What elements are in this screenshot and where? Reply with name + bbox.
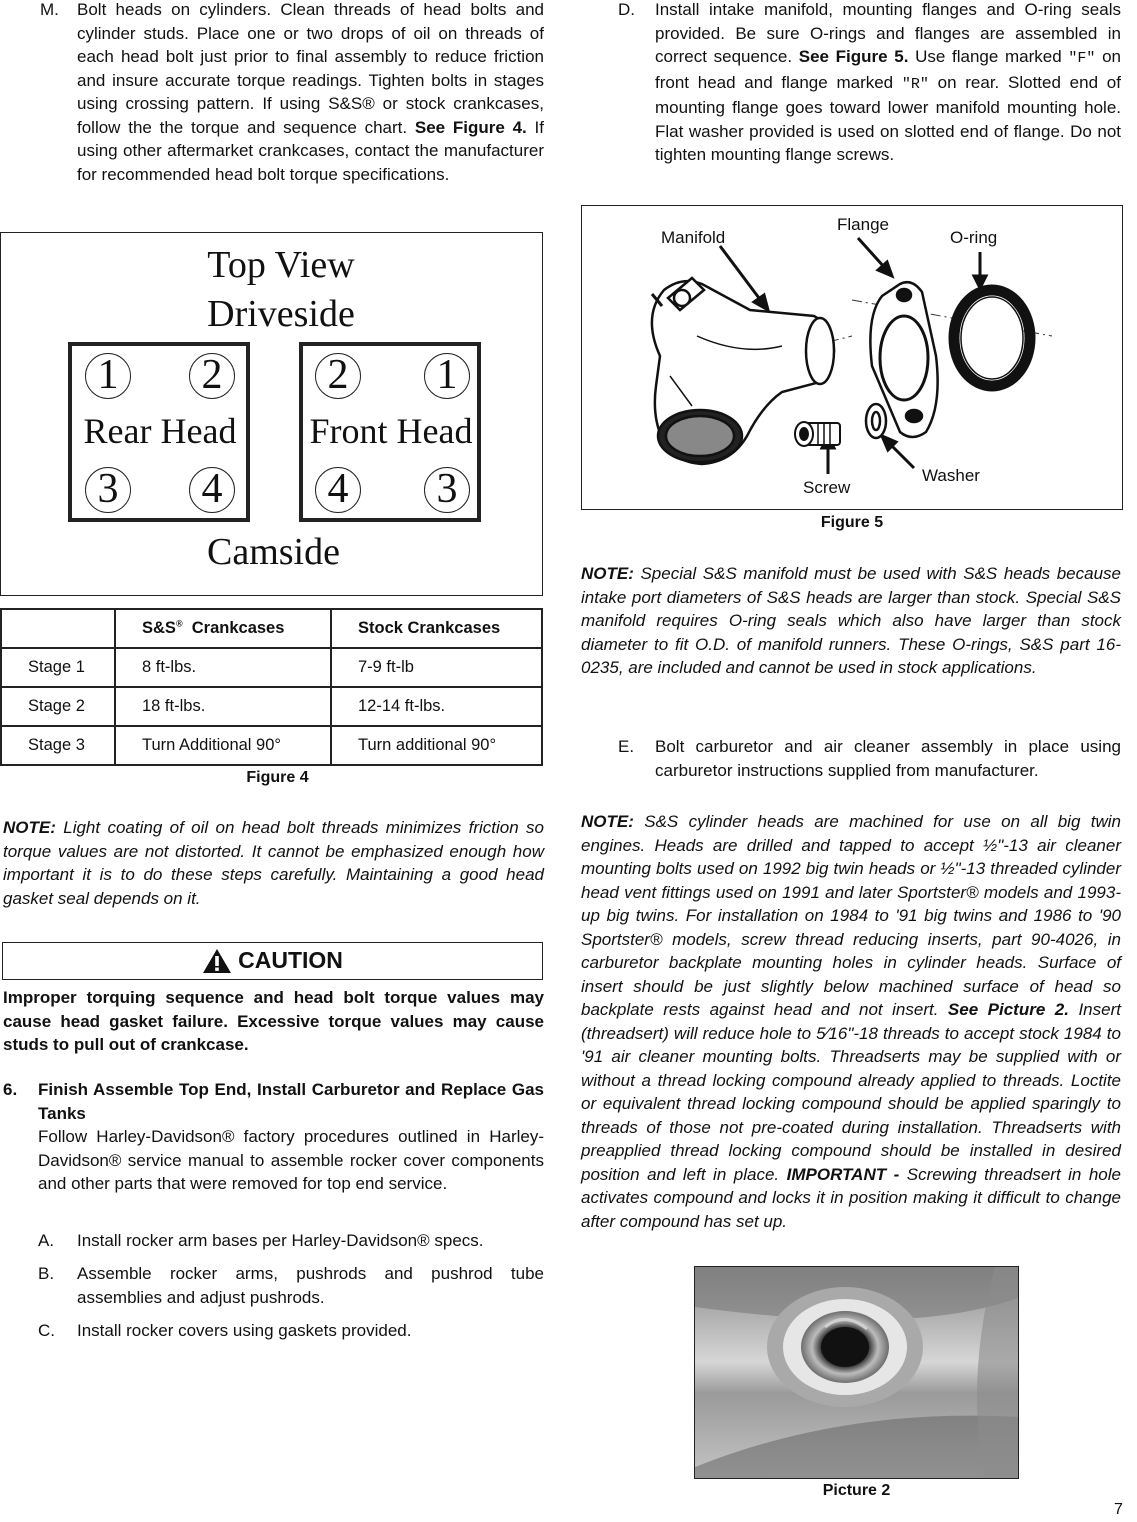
front-head-label: Front Head	[309, 411, 473, 451]
note-threadsert	[581, 810, 1121, 1233]
table-cell: Stage 2	[1, 687, 115, 726]
rear-head-label: Rear Head	[83, 411, 237, 451]
threadsert-photo-illustration	[695, 1267, 1019, 1479]
step-d-letter: D.	[618, 0, 635, 19]
list-item-letter: B.	[38, 1264, 55, 1283]
rear-bolt-4: 4	[189, 467, 235, 513]
table-cell: 12-14 ft-lbs.	[331, 687, 542, 726]
washer-label: Washer	[922, 466, 980, 485]
caution-banner	[2, 942, 543, 980]
figure-5-diagram	[581, 205, 1123, 510]
table-header-cell: S&S® Crankcases	[115, 609, 331, 648]
flange-code-r: "R"	[901, 75, 929, 93]
picture-2-photo	[694, 1266, 1019, 1479]
screw-label: Screw	[803, 478, 851, 497]
table-header-cell: Stock Crankcases	[331, 609, 542, 648]
rear-head-box	[68, 342, 250, 522]
front-bolt-1: 1	[424, 353, 470, 399]
note-text: Light coating of oil on head bolt threads minimizes friction so torque values are not distorted. It cannot be emphasized enough how important it is to do these steps carefully. Maintaining a good head gasket seal depends on it.	[3, 818, 544, 908]
step-e	[618, 735, 1121, 782]
table-cell: Stage 1	[1, 648, 115, 687]
list-item	[38, 1262, 544, 1309]
table-cell: Turn Additional 90°	[115, 726, 331, 765]
camside-label: Camside	[207, 531, 340, 573]
list-item-letter: C.	[38, 1321, 55, 1340]
top-view-diagram	[0, 232, 543, 596]
front-bolt-3: 3	[424, 467, 470, 513]
flange-code-f: "F"	[1068, 50, 1096, 67]
step-m-text: Bolt heads on cylinders. Clean threads of head bolts and cylinder studs. Place one or two drops of oil on threads of each head bolt just prior to final assembly to reduce friction and insure accurate torque readings. Tighten bolts in stages using crossing pattern. If using S&S® or stock crankcases, follow the the torque and sequence chart.	[77, 0, 544, 137]
table-cell: Stage 3	[1, 726, 115, 765]
caution-title: CAUTION	[238, 947, 343, 974]
list-item	[38, 1229, 544, 1253]
warning-icon	[202, 948, 232, 974]
driveside-label: Driveside	[207, 293, 355, 335]
step-6	[3, 1078, 544, 1196]
picture-2-caption: Picture 2	[822, 1482, 891, 1499]
step-d-text3: on front head and flange marked	[655, 47, 1121, 92]
note-text: Insert (threadsert) will reduce hole to 5⁄16"-18 threads to accept stock 1984 to '91 air cleaner mounting bolts. Threadserts may be supplied with or without a thread locking compound already applied to threads. Loctite or equivalent thread locking compound should be applied sparingly to threads of those not pre-coated during installation. Threadserts with preapplied thread locking compound should be installed in desired position and left in place.	[581, 1000, 1121, 1184]
rear-bolt-1: 1	[85, 353, 131, 399]
step-d-text2: Use flange marked	[915, 47, 1062, 66]
front-bolt-4: 4	[315, 467, 361, 513]
washer-part	[866, 404, 886, 438]
manifold-exploded-view	[582, 206, 1121, 508]
note-text: Screwing threadsert in hole activates compound and locks it in position making it difficult to change after compound has set up.	[581, 1164, 1121, 1231]
flange-label: Flange	[837, 215, 889, 234]
note-manifold	[581, 562, 1121, 680]
step-6-text: Follow Harley-Davidson® factory procedures outlined in Harley-Davidson® service manual to assemble rocker cover components and other parts that were removed for top end service.	[38, 1127, 544, 1193]
note-text: S&S cylinder heads are machined for use on all big twin engines. Heads are drilled and tapped to accept ½"-13 air cleaner mounting bolts used on 1992 big twin heads or ½"-13 threaded cylinder head vent fittings used on 1991 and later Sportster® models and 1993-up big twins. For installation on 1984 to '91 big twins and 1986 to '90 Sportster® models, screw thread reducing inserts, part 90-4026, in carburetor backplate mounting holes in cylinder heads. Surface of insert should be just slightly below machined surface of head so backplate rests against head and not insert.	[581, 812, 1121, 1019]
note-ref: See Picture 2.	[947, 1000, 1069, 1019]
step-m	[40, 0, 544, 186]
front-head-box	[299, 342, 481, 522]
step-d-text4: on rear. Slotted end of mounting flange goes toward lower manifold mounting hole. Flat washer provided is used on slotted end of flange. Do not tighten mounting flange screws.	[655, 72, 1121, 164]
note-label: NOTE:	[581, 564, 634, 583]
table-header-cell	[1, 609, 115, 648]
step-d-ref: See Figure 5.	[798, 47, 909, 66]
o-ring-part	[954, 290, 1030, 386]
step-6-number: 6.	[3, 1080, 18, 1099]
figure-4-caption: Figure 4	[246, 769, 309, 786]
o-ring-label: O-ring	[950, 228, 998, 247]
top-view-title: Top View	[207, 244, 355, 286]
step-d	[618, 0, 1121, 167]
rear-bolt-2: 2	[189, 353, 235, 399]
table-cell: Turn additional 90°	[331, 726, 542, 765]
list-item	[38, 1319, 544, 1343]
step-e-letter: E.	[618, 737, 635, 756]
screw-part	[795, 422, 840, 446]
table-row	[1, 726, 542, 765]
note-oil	[3, 816, 544, 910]
table-cell: 18 ft-lbs.	[115, 687, 331, 726]
step-m-text2: If using other aftermarket crankcases, contact the manufacturer for recommended head bolt torque specifications.	[77, 117, 544, 184]
table-header-row	[1, 609, 542, 648]
list-item-text: Assemble rocker arms, pushrods and pushrod tube assemblies and adjust pushrods.	[77, 1264, 544, 1307]
front-bolt-2: 2	[315, 353, 361, 399]
list-item-text: Install rocker covers using gaskets provided.	[77, 1321, 412, 1340]
step-e-text: Bolt carburetor and air cleaner assembly in place using carburetor instructions supplied from manufacturer.	[655, 737, 1121, 780]
step-m-ref: See Figure 4.	[414, 117, 527, 137]
figure-5-caption: Figure 5	[820, 514, 884, 531]
table-cell: 7-9 ft-lb	[331, 648, 542, 687]
step-m-letter: M.	[40, 0, 59, 19]
rear-bolt-3: 3	[85, 467, 131, 513]
table-cell: 8 ft-lbs.	[115, 648, 331, 687]
caution-text: Improper torquing sequence and head bolt torque values may cause head gasket failure. Excessive torque values may cause studs to pull out of crankcase.	[3, 988, 544, 1054]
step-6-title: Finish Assemble Top End, Install Carburetor and Replace Gas Tanks	[38, 1080, 544, 1123]
page-number: 7	[1114, 1501, 1123, 1518]
list-item-letter: A.	[38, 1231, 55, 1250]
note-label: NOTE:	[581, 812, 634, 831]
torque-table	[0, 608, 543, 766]
table-row	[1, 648, 542, 687]
important-label: IMPORTANT -	[786, 1164, 900, 1184]
note-text: Special S&S manifold must be used with S&S heads because intake port diameters of S&S heads are larger than stock. Special S&S manifold requires O-ring seals which also have larger than stock diameter to fit O.D. of manifold runners. These O-rings, S&S part 16-0235, are included and cannot be used in stock applications.	[581, 564, 1121, 677]
table-row	[1, 687, 542, 726]
step-d-text: Install intake manifold, mounting flanges and O-ring seals provided. Be sure O-rings and flanges are assembled in correct sequence.	[655, 0, 1121, 66]
list-item-text: Install rocker arm bases per Harley-Davidson® specs.	[77, 1231, 484, 1250]
note-label: NOTE:	[3, 818, 56, 837]
step-m-body	[77, 0, 544, 186]
manifold-label: Manifold	[661, 228, 726, 247]
